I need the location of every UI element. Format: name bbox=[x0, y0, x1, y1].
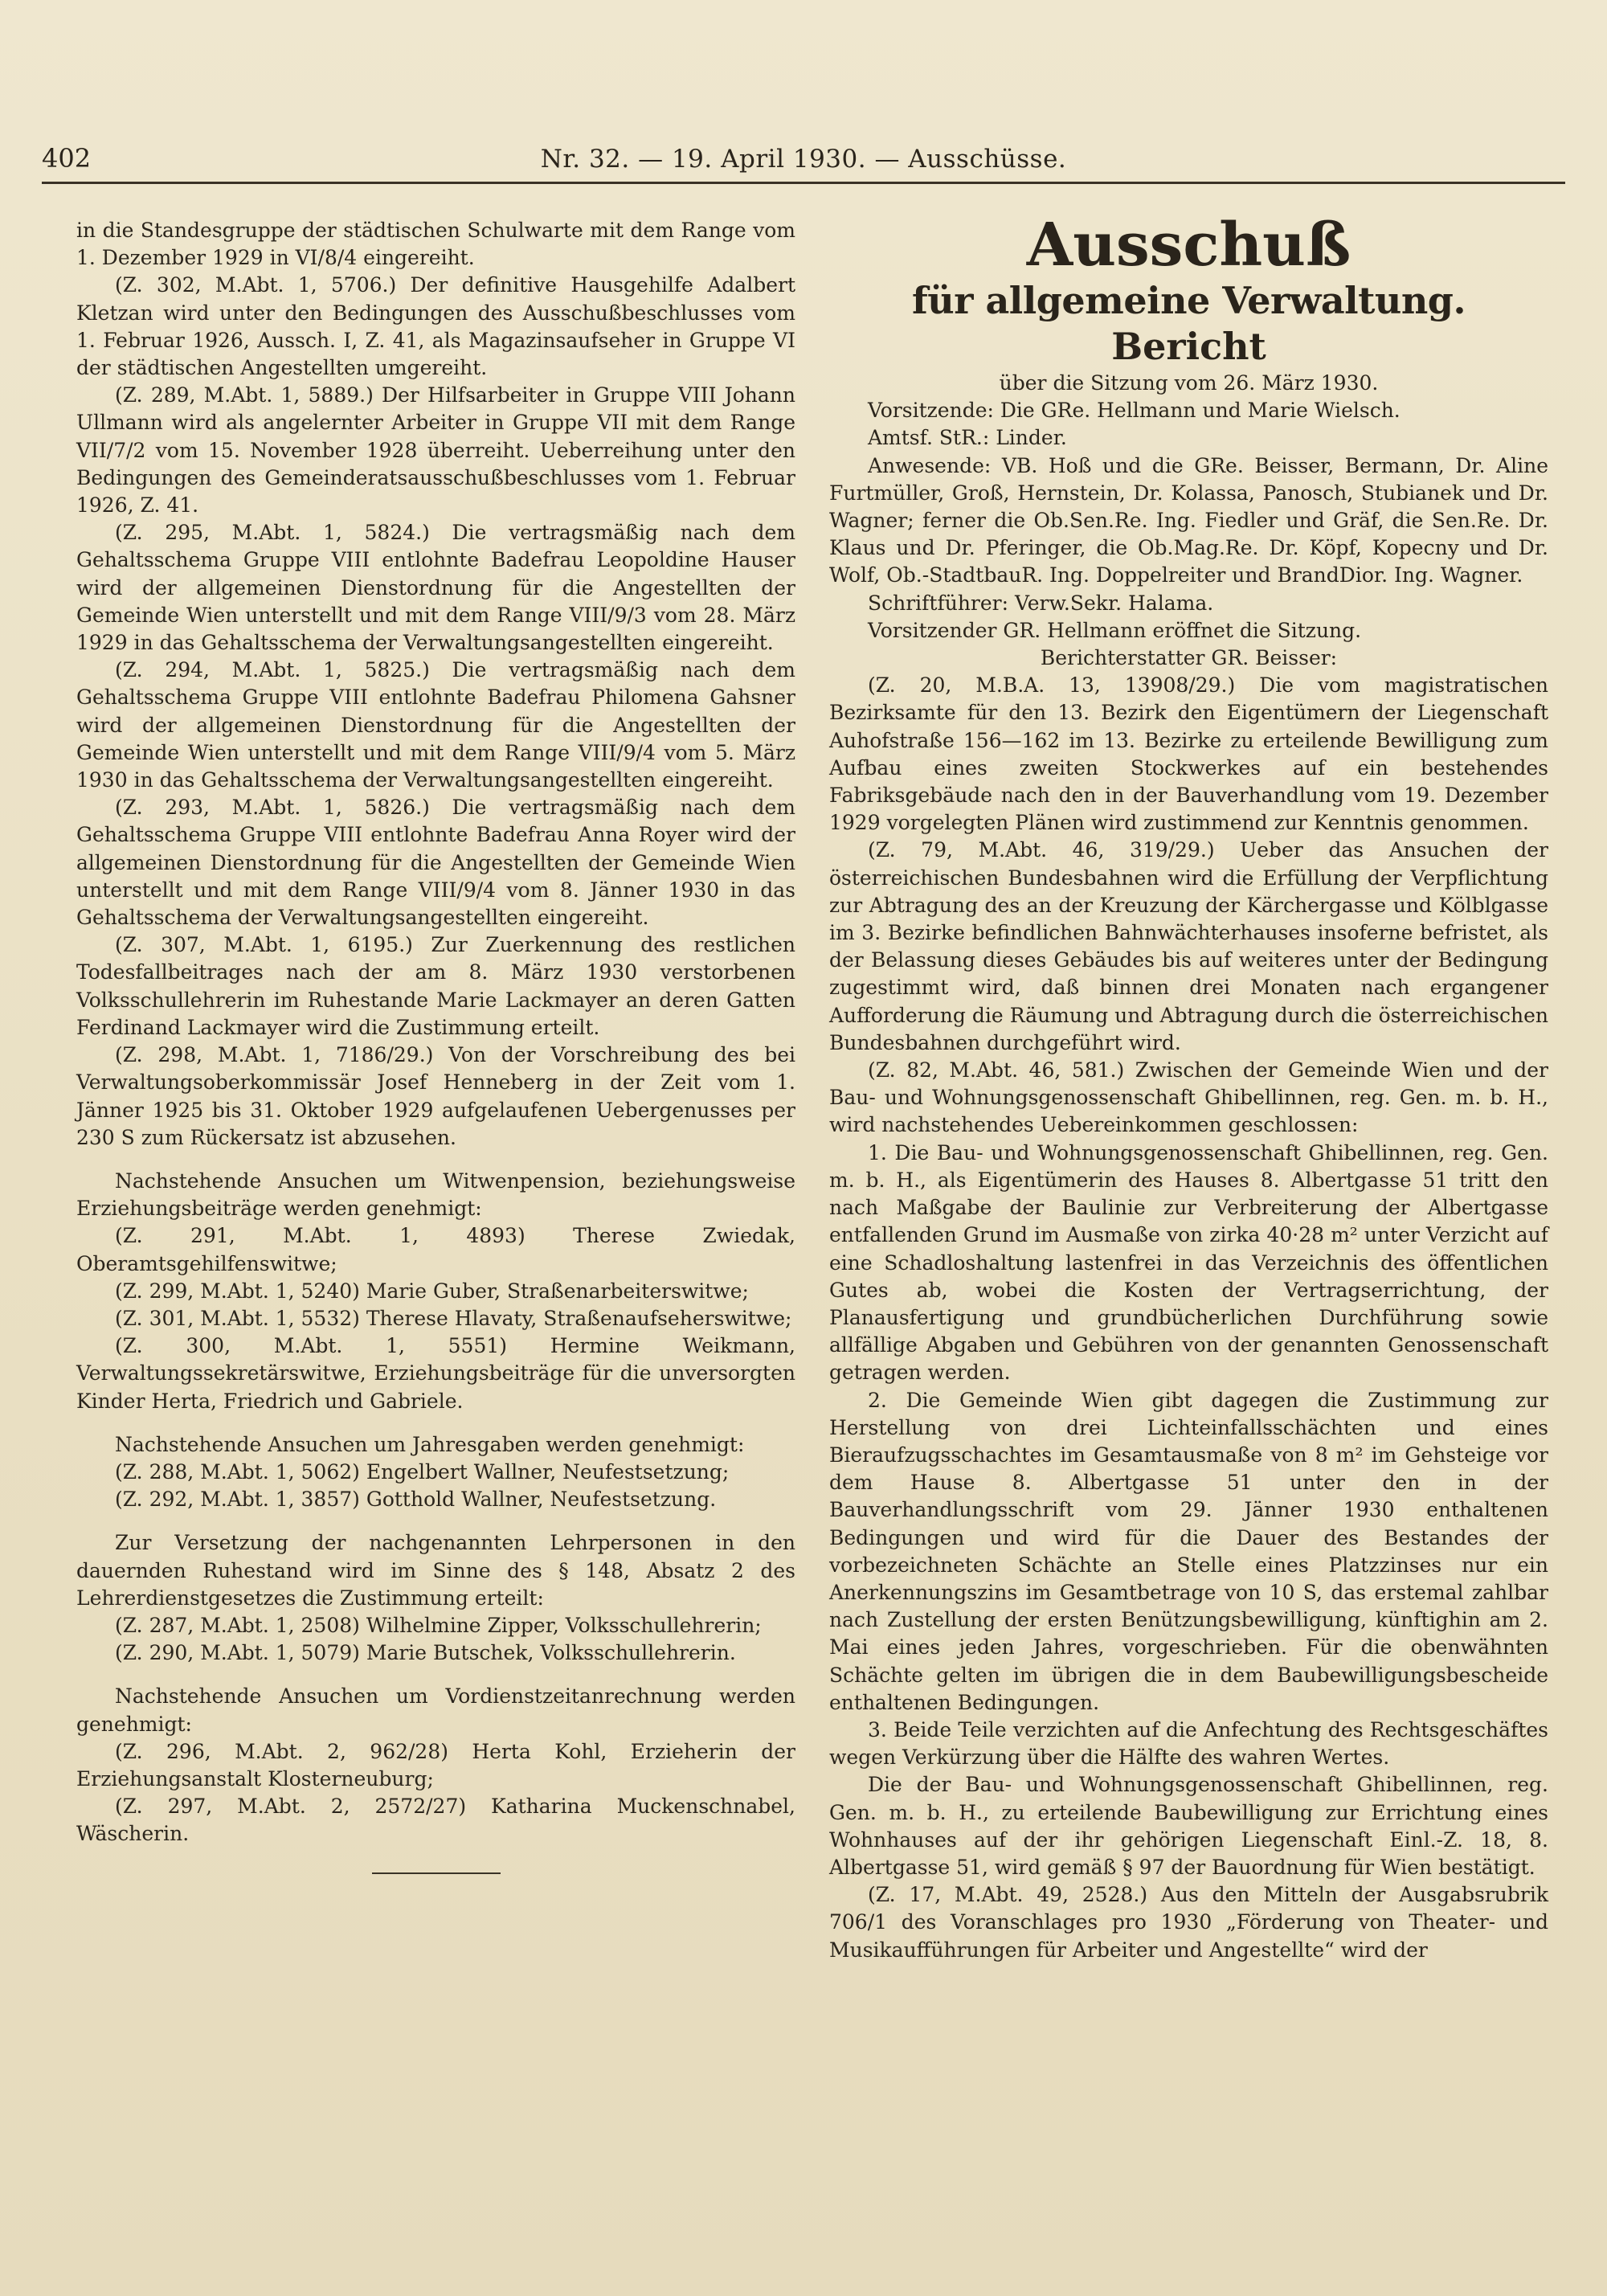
pension-item: (Z. 300, M.Abt. 1, 5551) Hermine Weikmann, Verwaltungssekretärswitwe, Erziehungsbeiträge für die unversorgten Kinder Herta, Friedrich und Gabriele. bbox=[76, 1334, 795, 1413]
reporter: Berichterstatter GR. Beisser: bbox=[1040, 646, 1338, 670]
officer: Amtsf. StR.: Linder. bbox=[868, 426, 1067, 450]
paragraph: 2. Die Gemeinde Wien gibt dagegen die Zustimmung zur Herstellung von drei Lichteinfallsschächten und eines Bieraufzugsschachtes im Gesamtausmaße von 8 m² im Gehsteige vor dem Hause 8. Albertgasse 51 unter den in der Bauverhandlungsschrift vom 29. Jänner 1930 enthaltenen Bedingungen und wird für die Dauer des Bestandes der vorbezeichneten Schächte an Stelle eines Platzzinses nur ein Anerkennungszins im Gesamtbetrage von 10 S, das erstemal zahlbar nach Zustellung der ersten Benützungsbewilligung, künftighin am 2. Mai eines jeden Jahres, vorgeschrieben. Für die obenwähnten Schächte gelten im übrigen die in dem Baubewilligungsbescheide enthaltenen Bedingungen. bbox=[829, 1388, 1548, 1714]
paragraph: (Z. 289, M.Abt. 1, 5889.) Der Hilfsarbeiter in Gruppe VIII Johann Ullmann wird als angelernter Arbeiter in Gruppe VII mit dem Range VII/7/2 vom 15. November 1928 überreiht. Ueberreihung unter den Bedingungen des Gemeinderatsausschußbeschlusses vom 1. Februar 1926, Z. 41. bbox=[76, 383, 795, 518]
paragraph: (Z. 293, M.Abt. 1, 5826.) Die vertragsmäßig nach dem Gehaltsschema Gruppe VIII entlohnte Badefrau Anna Royer wird der allgemeinen Dienstordnung für die Angestellten der Gemeinde Wien unterstellt und mit dem Range VIII/9/4 vom 8. Jänner 1930 in das Gehaltsschema der Verwaltungsangestellten eingereiht. bbox=[76, 796, 795, 930]
header-title: Nr. 32. — 19. April 1930. — Ausschüsse. bbox=[540, 145, 1067, 174]
retire-item: (Z. 287, M.Abt. 1, 2508) Wilhelmine Zipper, Volksschullehrerin; bbox=[115, 1613, 762, 1637]
section-subtitle: für allgemeine Verwaltung. bbox=[912, 279, 1466, 322]
pension-item: (Z. 299, M.Abt. 1, 5240) Marie Guber, Straßenarbeiterswitwe; bbox=[115, 1279, 749, 1303]
header-rule bbox=[42, 182, 1565, 184]
paragraph: (Z. 298, M.Abt. 1, 7186/29.) Von der Vorschreibung des bei Verwaltungsoberkommissär Josef Henneberg in der Zeit vom 1. Jänner 1925 bis 31. Oktober 1929 aufgelaufenen Uebergenusses per 230 S zum Rückersatz ist abzusehen. bbox=[76, 1043, 795, 1149]
paragraph: 3. Beide Teile verzichten auf die Anfechtung des Rechtsgeschäftes wegen Verkürzung über die Hälfte des wahren Wertes. bbox=[829, 1717, 1548, 1770]
opening: Vorsitzender GR. Hellmann eröffnet die Sitzung. bbox=[868, 618, 1362, 642]
paragraph: (Z. 79, M.Abt. 46, 319/29.) Ueber das Ansuchen der österreichischen Bundesbahnen wird die Erfüllung der Verpflichtung zur Abtragung des an der Kreuzung der Kärchergasse und Kölblgasse im 3. Bezirke befindlichen Bahnwächterhauses insoferne befristet, als der Belassung dieses Gebäudes bis auf weiteres unter der Bedingung zugestimmt wird, daß binnen drei Monaten nach ergangener Aufforderung die Räumung und Abtragung durch die österreichischen Bundesbahnen durchgeführt wird. bbox=[829, 838, 1548, 1054]
paragraph: (Z. 307, M.Abt. 1, 6195.) Zur Zuerkennung des restlichen Todesfallbeitrages nach der am 8. März 1930 verstorbenen Volksschullehrerin im Ruhestande Marie Lackmayer an deren Gatten Ferdinand Lackmayer wird die Zustimmung erteilt. bbox=[76, 933, 795, 1039]
secretary: Schriftführer: Verw.Sekr. Halama. bbox=[868, 591, 1214, 615]
annual-item: (Z. 288, M.Abt. 1, 5062) Engelbert Wallner, Neufestsetzung; bbox=[115, 1459, 730, 1484]
right-column bbox=[829, 211, 1548, 1964]
annual-item: (Z. 292, M.Abt. 1, 3857) Gotthold Wallner, Neufestsetzung. bbox=[115, 1488, 717, 1512]
section-title: Ausschuß bbox=[1026, 211, 1351, 280]
paragraph: (Z. 20, M.B.A. 13, 13908/29.) Die vom magistratischen Bezirksamte für den 13. Bezirk den Eigentümern der Liegenschaft Auhofstraße 156—162 im 13. Bezirke zu erteilende Bewilligung zum Aufbau eines zweiten Stockwerkes auf ein bestehendes Fabriksgebäude nach den in der Bauverhandlung vom 19. Dezember 1929 vorgelegten Plänen wird zustimmend zur Kenntnis genommen. bbox=[829, 673, 1548, 835]
service-intro: Nachstehende Ansuchen um Vordienstzeitanrechnung werden genehmigt: bbox=[76, 1684, 795, 1736]
paragraph: 1. Die Bau- und Wohnungsgenossenschaft Ghibellinnen, reg. Gen. m. b. H., als Eigentümerin des Hauses 8. Albertgasse 51 tritt den nach Maßgabe der Baulinie zur Verbreiterung der Albertgasse entfallenden Grund im Ausmaße von zirka 40·28 m² unter Verzicht auf eine Schadloshaltung lastenfrei in das Verzeichnis des öffentlichen Gutes ab, wobei die Kosten der Vertragserrichtung, der Planausfertigung und grundbücherlichen Durchführung sowie allfällige Abgaben und Gebühren von der genannten Genossenschaft getragen werden. bbox=[829, 1140, 1548, 1385]
paragraph: (Z. 294, M.Abt. 1, 5825.) Die vertragsmäßig nach dem Gehaltsschema Gruppe VIII entlohnte Badefrau Philomena Gahsner wird der allgemeinen Dienstordnung für die Angestellten der Gemeinde Wien unterstellt und mit dem Range VIII/9/4 vom 5. März 1930 in das Gehaltsschema der Verwaltungsangestellten eingereiht. bbox=[76, 658, 795, 792]
pension-intro: Nachstehende Ansuchen um Witwenpension, beziehungsweise Erziehungsbeiträge werden genehmigt: bbox=[76, 1168, 795, 1221]
annual-intro: Nachstehende Ansuchen um Jahresgaben werden genehmigt: bbox=[115, 1432, 745, 1456]
retire-item: (Z. 290, M.Abt. 1, 5079) Marie Butschek, Volksschullehrerin. bbox=[115, 1641, 736, 1665]
paragraph: Die der Bau- und Wohnungsgenossenschaft Ghibellinnen, reg. Gen. m. b. H., zu erteilende Baubewilligung zur Errichtung eines Wohnhauses auf der ihr gehörigen Liegenschaft Einl.-Z. 18, 8. Albertgasse 51, wird gemäß § 97 der Bauordnung für Wien bestätigt. bbox=[829, 1773, 1548, 1879]
left-column bbox=[76, 217, 795, 1874]
pension-item: (Z. 291, M.Abt. 1, 4893) Therese Zwiedak, Oberamtsgehilfenswitwe; bbox=[76, 1224, 795, 1275]
paragraph: (Z. 82, M.Abt. 46, 581.) Zwischen der Gemeinde Wien und der Bau- und Wohnungsgenossenschaft Ghibellinnen, reg. Gen. m. b. H., wird nachstehendes Uebereinkommen geschlossen: bbox=[829, 1058, 1548, 1137]
pension-item: (Z. 301, M.Abt. 1, 5532) Therese Hlavaty, Straßenaufseherswitwe; bbox=[115, 1306, 792, 1330]
paragraph: in die Standesgruppe der städtischen Schulwarte mit dem Range vom 1. Dezember 1929 in VI/8/4 eingereiht. bbox=[76, 219, 795, 270]
page-number: 402 bbox=[42, 143, 92, 174]
paragraph: (Z. 302, M.Abt. 1, 5706.) Der definitive Hausgehilfe Adalbert Kletzan wird unter den Bedingungen des Ausschußbeschlusses vom 1. Februar 1926, Aussch. I, Z. 41, als Magazinsaufseher in Gruppe VI der städtischen Angestellten umgereiht. bbox=[76, 273, 795, 380]
section-end-rule bbox=[372, 1872, 501, 1874]
page-header bbox=[42, 135, 1565, 178]
chairs: Vorsitzende: Die GRe. Hellmann und Marie Wielsch. bbox=[868, 399, 1401, 423]
report-heading: Bericht bbox=[1111, 325, 1266, 368]
retire-intro: Zur Versetzung der nachgenannten Lehrpersonen in den dauernden Ruhestand wird im Sinne des § 148, Absatz 2 des Lehrerdienstgesetzes die Zustimmung erteilt: bbox=[76, 1531, 795, 1610]
service-item: (Z. 297, M.Abt. 2, 2572/27) Katharina Muckenschnabel, Wäscherin. bbox=[76, 1795, 795, 1846]
service-item: (Z. 296, M.Abt. 2, 962/28) Herta Kohl, Erzieherin der Erziehungsanstalt Klosterneuburg; bbox=[76, 1739, 795, 1791]
paragraph: (Z. 17, M.Abt. 49, 2528.) Aus den Mitteln der Ausgabsrubrik 706/1 des Voranschlages pro 1930 „Förderung von Theater- und Musikaufführungen für Arbeiter und Angestellte“ wird der bbox=[829, 1883, 1548, 1962]
paragraph: (Z. 295, M.Abt. 1, 5824.) Die vertragsmäßig nach dem Gehaltsschema Gruppe VIII entlohnte Badefrau Leopoldine Hauser wird der allgemeinen Dienstordnung für die Angestellten der Gemeinde Wien unterstellt und mit dem Range VIII/9/3 vom 28. März 1929 in das Gehaltsschema der Verwaltungsangestellten eingereiht. bbox=[76, 521, 795, 655]
attendees: Anwesende: VB. Hoß und die GRe. Beisser, Bermann, Dr. Aline Furtmüller, Groß, Hernstein, Dr. Kolassa, Panosch, Stubianek und Dr. Wagner; ferner die Ob.Sen.Re. Ing. Fiedler und Gräf, die Sen.Re. Dr. Klaus und Dr. Pferinger, die Ob.Mag.Re. Dr. Köpf, Kopecny und Dr. Wolf, Ob.-StadtbauR. Ing. Doppelreiter und BrandDior. Ing. Wagner. bbox=[829, 453, 1548, 587]
meeting-date: über die Sitzung vom 26. März 1930. bbox=[999, 371, 1379, 395]
